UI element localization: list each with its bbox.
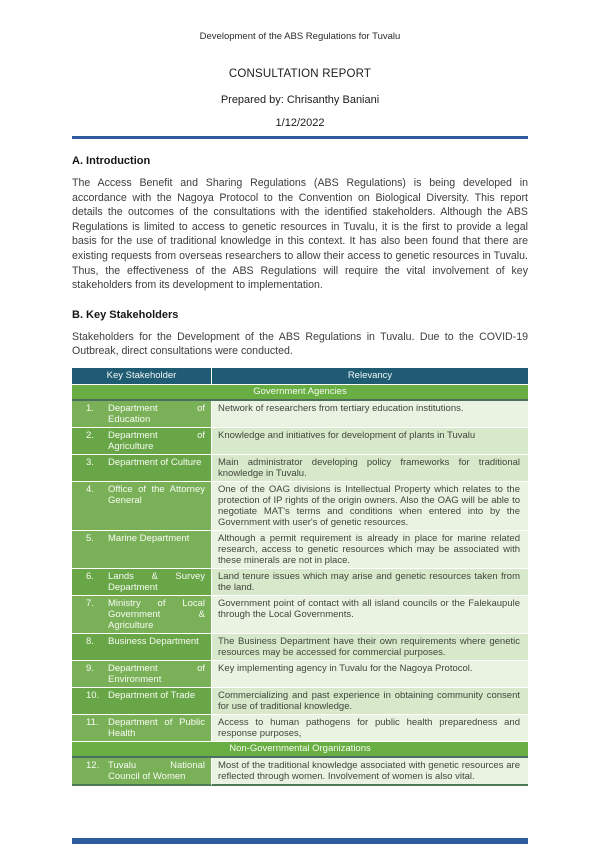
stakeholder-cell bbox=[72, 455, 212, 482]
table-row bbox=[72, 758, 528, 786]
stakeholder-cell bbox=[72, 661, 212, 688]
stakeholder-cell bbox=[72, 758, 212, 786]
relevancy-cell: Land tenure issues which may arise and genetic resources taken from the land. bbox=[212, 569, 528, 596]
stakeholder-name: Department of Culture bbox=[108, 456, 202, 468]
row-number: 3. bbox=[86, 456, 94, 468]
row-number: 4. bbox=[86, 483, 94, 495]
section-label: Government Agencies bbox=[72, 385, 528, 401]
running-header-title: Development of the ABS Regulations for Tuvalu bbox=[199, 31, 401, 42]
stakeholder-cell bbox=[72, 482, 212, 531]
header-divider-rule bbox=[72, 136, 528, 139]
table-row bbox=[72, 596, 528, 634]
row-number: 10. bbox=[86, 689, 100, 701]
row-number: 11. bbox=[86, 716, 99, 728]
report-date: 1/12/2022 bbox=[275, 117, 325, 129]
table-row bbox=[72, 482, 528, 531]
stakeholder-table-body bbox=[72, 385, 528, 786]
stakeholder-name: Department of Environment bbox=[108, 662, 205, 685]
relevancy-cell: Main administrator developing policy frameworks for traditional knowledge in Tuvalu. bbox=[212, 455, 528, 482]
stakeholder-cell bbox=[72, 715, 212, 742]
stakeholder-cell bbox=[72, 531, 212, 569]
stakeholders-paragraph: Stakeholders for the Development of the ABS Regulations in Tuvalu. Due to the COVID-19 Outbreak, direct consultations were conducted. bbox=[72, 330, 528, 358]
relevancy-cell: Although a permit requirement is already in place for marine related research, access to genetic resources which may be associated with these minerals are not in place. bbox=[212, 531, 528, 569]
relevancy-cell: Commercializing and past experience in obtaining community consent for use of traditional knowledge. bbox=[212, 688, 528, 715]
stakeholder-cell bbox=[72, 688, 212, 715]
table-row bbox=[72, 401, 528, 428]
relevancy-cell: One of the OAG divisions is Intellectual Property which relates to the protection of IP rights of the origin owners. Also the OAG will be able to negotiate MAT's terms and conditions when entered into by the Government with user's of genetic resources. bbox=[212, 482, 528, 531]
table-row bbox=[72, 715, 528, 742]
table-row bbox=[72, 634, 528, 661]
table-header-row bbox=[72, 368, 528, 385]
section-header-row bbox=[72, 385, 528, 401]
row-number: 9. bbox=[86, 662, 94, 674]
relevancy-cell: Most of the traditional knowledge associated with genetic resources are reflected through women. Involvement of women is also vital. bbox=[212, 758, 528, 786]
footer-border-bar bbox=[72, 838, 528, 844]
row-number: 12. bbox=[86, 759, 100, 771]
stakeholder-name: Marine Department bbox=[108, 532, 190, 544]
stakeholder-name: Department of Agriculture bbox=[108, 429, 205, 452]
stakeholder-name: Department of Education bbox=[108, 402, 205, 425]
stakeholder-cell bbox=[72, 401, 212, 428]
table-row bbox=[72, 569, 528, 596]
stakeholder-name: Lands & Survey Department bbox=[108, 570, 205, 593]
row-number: 1. bbox=[86, 402, 94, 414]
row-number: 8. bbox=[86, 635, 94, 647]
intro-paragraph: The Access Benefit and Sharing Regulations (ABS Regulations) is being developed in accordance with the Nagoya Protocol to the Convention on Biological Diversity. This report details the outcomes of the consultations with the identified stakeholders. Although the ABS Regulations is limited to access to genetic resources in Tuvalu, it is the first to provide a legal basis for the use of traditional knowledge in this context. It has also been found that there are existing requests from overseas researchers to allow their access to genetic resources in Tuvalu. Thus, the effectiveness of the ABS Regulations will require the vital involvement of key stakeholders from its development to implementation. bbox=[72, 177, 528, 292]
col-header-relevancy: Relevancy bbox=[212, 368, 528, 385]
relevancy-cell: Network of researchers from tertiary education institutions. bbox=[212, 401, 528, 428]
stakeholder-name: Business Department bbox=[108, 635, 199, 647]
row-number: 2. bbox=[86, 429, 94, 441]
stakeholder-name: Department of Public Health bbox=[108, 716, 205, 739]
stakeholder-table bbox=[72, 368, 528, 786]
stakeholder-name: Department of Trade bbox=[108, 689, 196, 701]
table-row bbox=[72, 688, 528, 715]
intro-heading: A. Introduction bbox=[72, 155, 151, 167]
report-title: CONSULTATION REPORT bbox=[228, 68, 372, 80]
row-number: 6. bbox=[86, 570, 94, 582]
relevancy-cell: Knowledge and initiatives for development of plants in Tuvalu bbox=[212, 428, 528, 455]
relevancy-cell: The Business Department have their own requirements where genetic resources may be accessed for commercial purposes. bbox=[212, 634, 528, 661]
relevancy-cell: Government point of contact with all island councils or the Falekaupule through the Local Governments. bbox=[212, 596, 528, 634]
stakeholder-cell bbox=[72, 569, 212, 596]
row-number: 5. bbox=[86, 532, 94, 544]
prepared-by-line: Prepared by: Chrisanthy Baniani bbox=[220, 94, 380, 106]
stakeholder-cell bbox=[72, 634, 212, 661]
stakeholder-name: Ministry of Local Government & Agriculture bbox=[108, 597, 205, 631]
section-label: Non-Governmental Organizations bbox=[72, 742, 528, 758]
table-row bbox=[72, 531, 528, 569]
stakeholder-cell bbox=[72, 428, 212, 455]
table-row bbox=[72, 428, 528, 455]
stakeholder-cell bbox=[72, 596, 212, 634]
table-row bbox=[72, 455, 528, 482]
relevancy-cell: Access to human pathogens for public health preparedness and response purposes, bbox=[212, 715, 528, 742]
col-header-stakeholder: Key Stakeholder bbox=[72, 368, 212, 385]
relevancy-cell: Key implementing agency in Tuvalu for the Nagoya Protocol. bbox=[212, 661, 528, 688]
section-header-row bbox=[72, 742, 528, 758]
stakeholder-name: Office of the Attorney General bbox=[108, 483, 205, 506]
table-row bbox=[72, 661, 528, 688]
stakeholders-heading: B. Key Stakeholders bbox=[72, 308, 179, 321]
row-number: 7. bbox=[86, 597, 94, 609]
stakeholder-name: Tuvalu National Council of Women bbox=[108, 759, 205, 782]
